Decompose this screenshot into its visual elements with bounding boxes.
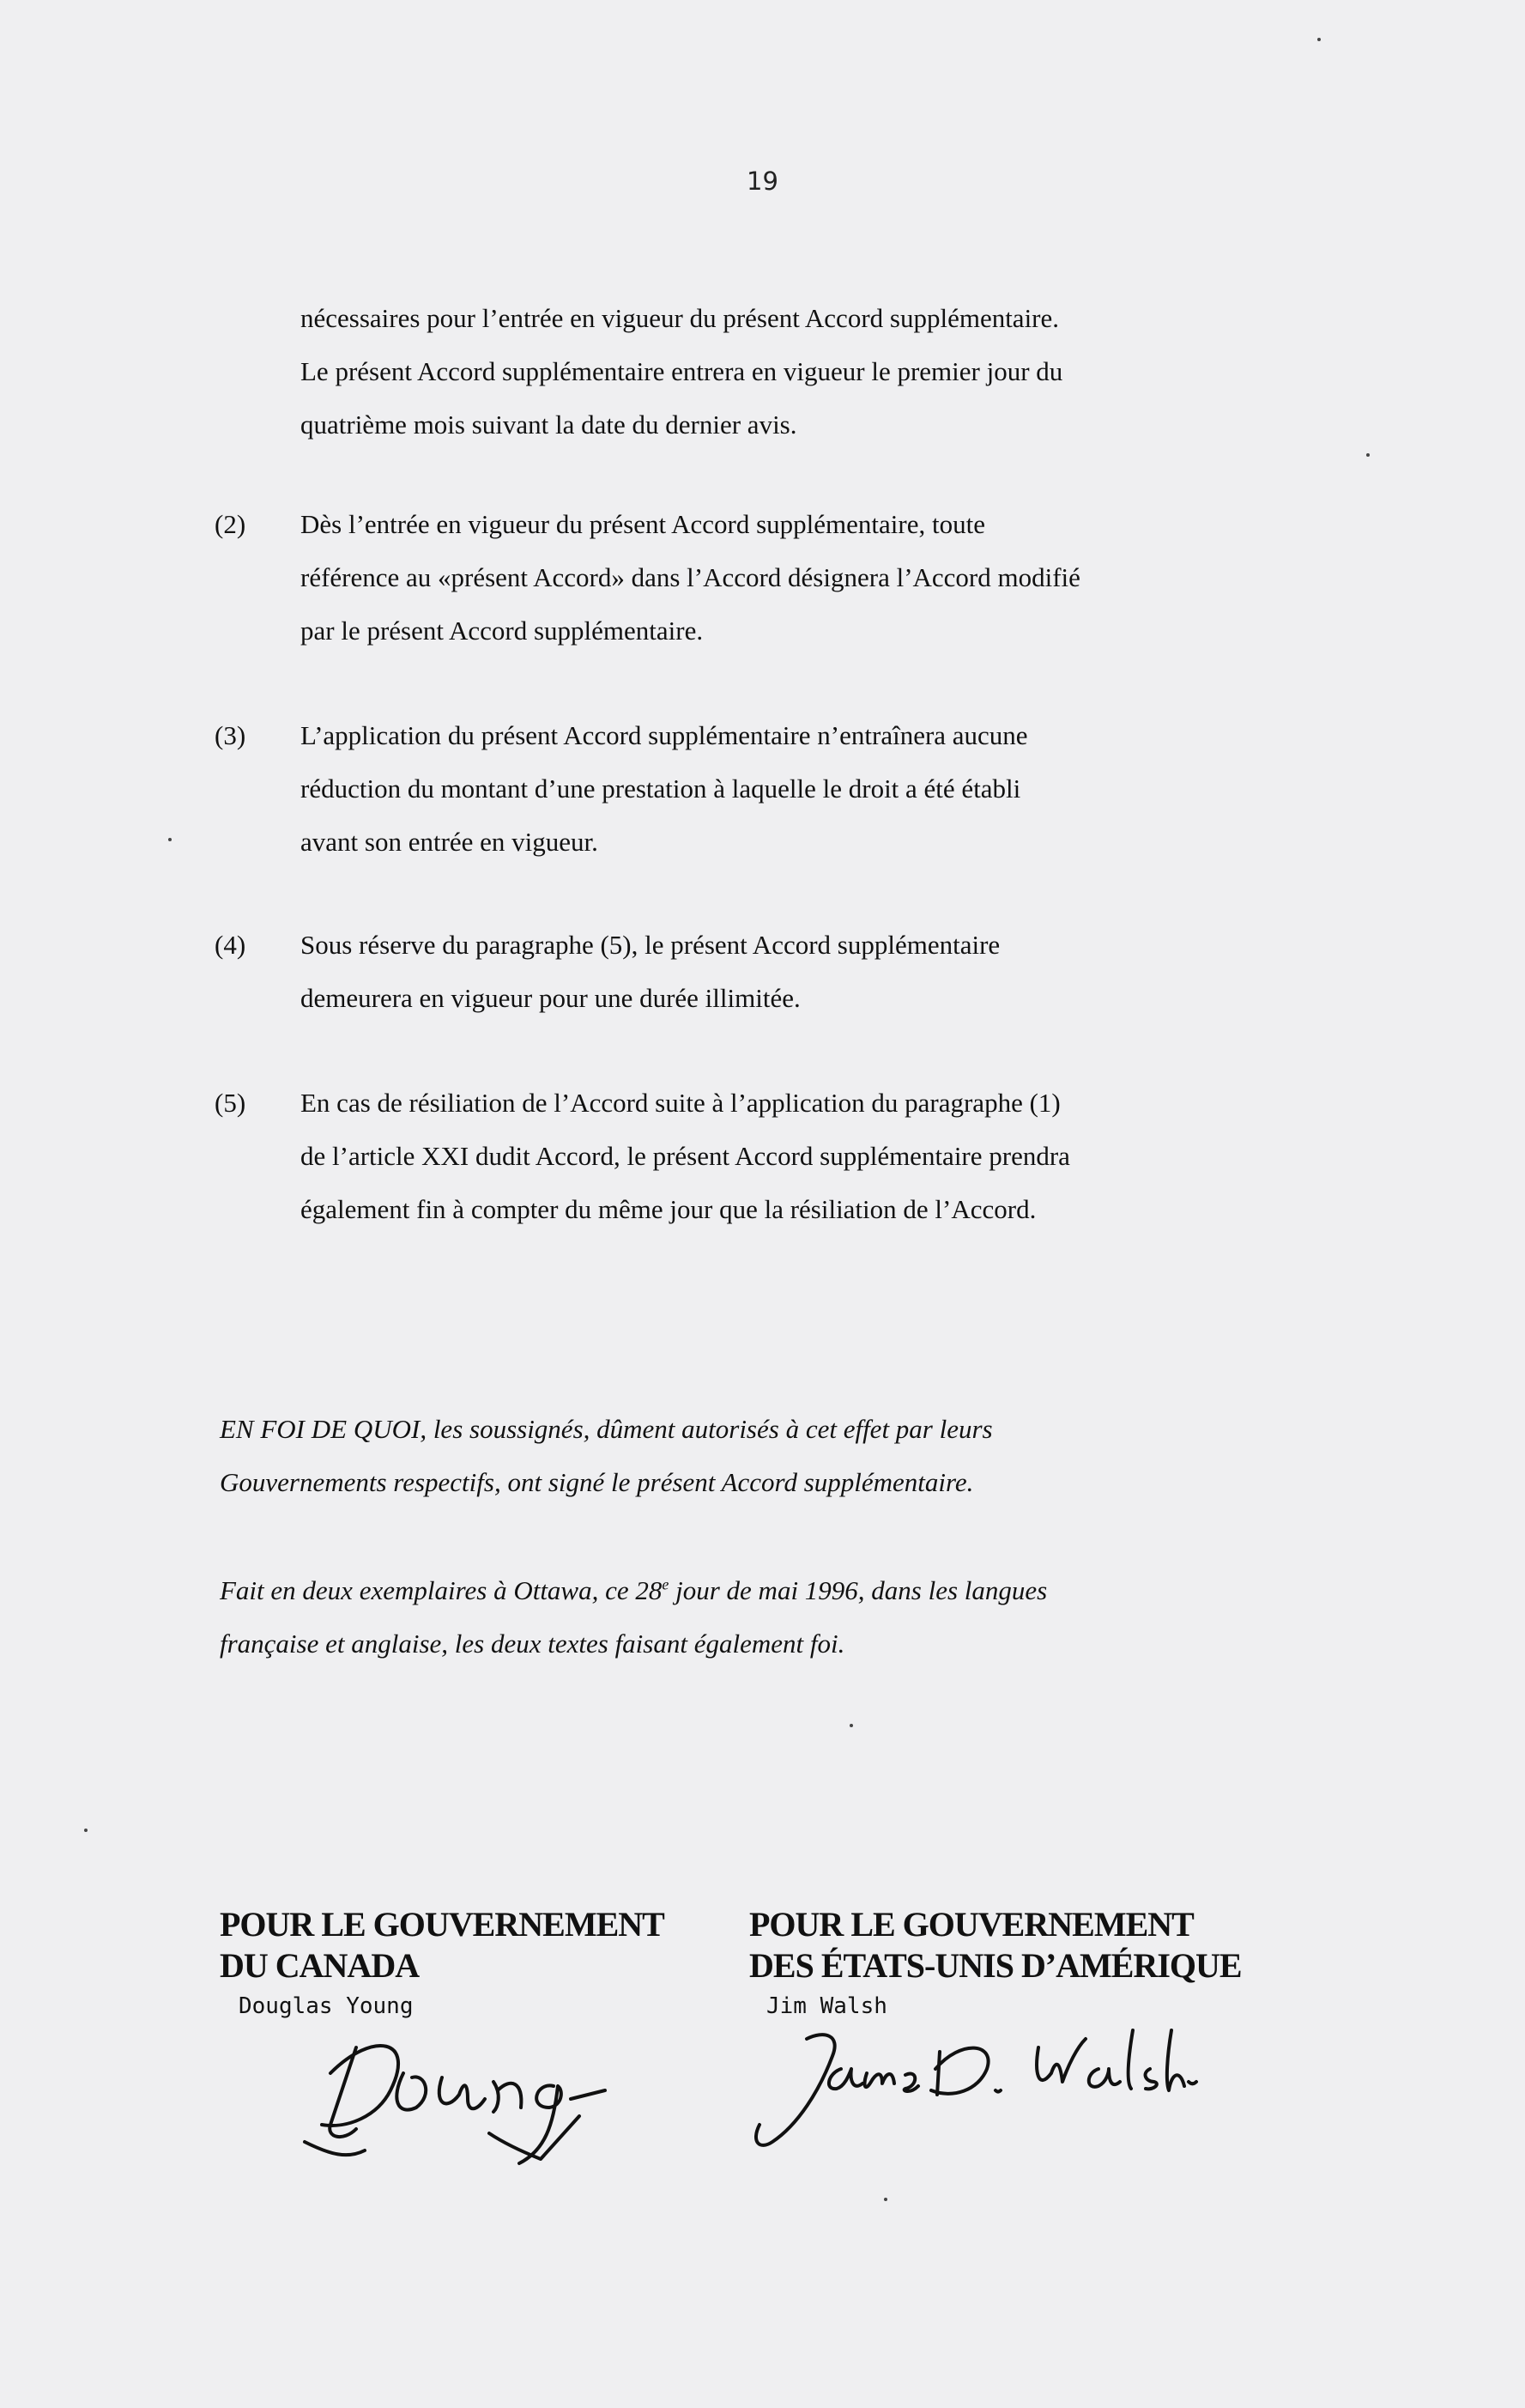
witness-line: Gouvernements respectifs, ont signé le présent Accord supplémentaire.: [220, 1467, 974, 1497]
witness-clause: [220, 1403, 1335, 1509]
paragraph-line: Sous réserve du paragraphe (5), le présent Accord supplémentaire: [300, 930, 1001, 960]
scan-speck: [1317, 38, 1321, 41]
scan-speck: [1366, 453, 1370, 457]
scan-speck: [84, 1829, 88, 1832]
done-at-line: Fait en deux exemplaires à Ottawa, ce 28e jour de mai 1996, dans les langues: [220, 1575, 1048, 1605]
intro-line: Le présent Accord supplémentaire entrera en vigueur le premier jour du: [300, 356, 1063, 386]
page-number: 19: [747, 167, 778, 196]
done-at-clause: [220, 1564, 1335, 1671]
scan-speck: [884, 2198, 887, 2201]
intro-line: nécessaires pour l’entrée en vigueur du présent Accord supplémentaire.: [300, 303, 1060, 333]
signature-jim-walsh: [738, 2022, 1236, 2159]
scan-speck: [850, 1724, 853, 1727]
scan-speck: [168, 838, 172, 841]
paragraph-line: avant son entrée en vigueur.: [300, 827, 598, 857]
intro-paragraph: [300, 292, 1244, 452]
ordinal-suffix: e: [662, 1575, 669, 1593]
paragraph-line: réduction du montant d’une prestation à laquelle le droit a été établi: [300, 773, 1021, 804]
signatory-usa-heading: POUR LE GOUVERNEMENT DES ÉTATS-UNIS D’AMÉRIQUE: [749, 1905, 1242, 1985]
paragraph-line: référence au «présent Accord» dans l’Accord désignera l’Accord modifié: [300, 562, 1080, 592]
witness-line: EN FOI DE QUOI, les soussignés, dûment autorisés à cet effet par leurs: [220, 1414, 993, 1444]
intro-line: quatrième mois suivant la date du dernier avis.: [300, 409, 797, 440]
paragraph-line: par le présent Accord supplémentaire.: [300, 616, 704, 646]
paragraph-line: également fin à compter du même jour que la résiliation de l’Accord.: [300, 1194, 1037, 1224]
paragraph-number: (2): [215, 509, 246, 539]
paragraph-line: de l’article XXI dudit Accord, le présent Accord supplémentaire prendra: [300, 1141, 1070, 1171]
paragraph-number: (5): [215, 1088, 246, 1118]
signatory-canada-heading: POUR LE GOUVERNEMENT DU CANADA: [220, 1905, 664, 1985]
paragraph-number: (3): [215, 720, 246, 750]
paragraph-line: L’application du présent Accord supplémentaire n’entraînera aucune: [300, 720, 1028, 750]
signatory-name-canada: Douglas Young: [239, 1993, 414, 2019]
done-at-line: française et anglaise, les deux textes faisant également foi.: [220, 1629, 845, 1659]
signature-douglas-young: [296, 2013, 639, 2168]
signatory-name-usa: Jim Walsh: [766, 1993, 887, 2019]
paragraph-line: Dès l’entrée en vigueur du présent Accord supplémentaire, toute: [300, 509, 985, 539]
paragraph-number: (4): [215, 930, 246, 960]
paragraph-line: En cas de résiliation de l’Accord suite à l’application du paragraphe (1): [300, 1088, 1061, 1118]
paragraph-line: demeurera en vigueur pour une durée illimitée.: [300, 983, 801, 1013]
